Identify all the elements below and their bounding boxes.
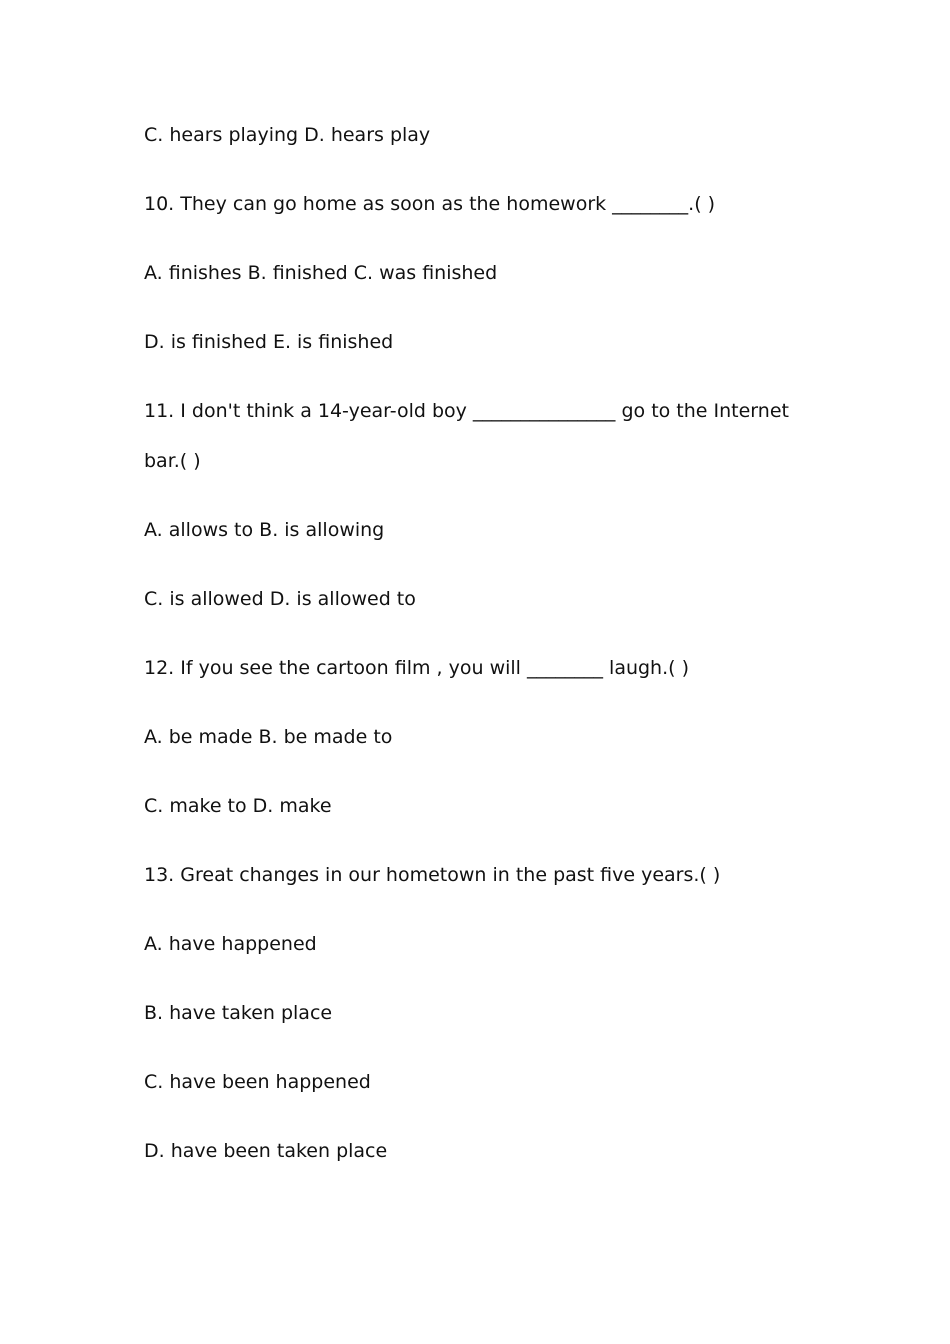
option-line-q11-ab: A. allows to B. is allowing (144, 519, 385, 541)
question-11-continued: bar.( ) (144, 450, 201, 472)
option-line-q10-de: D. is finished E. is finished (144, 331, 394, 353)
option-line-q12-ab: A. be made B. be made to (144, 726, 393, 748)
option-q13-a: A. have happened (144, 933, 317, 955)
question-13: 13. Great changes in our hometown in the past five years.( ) (144, 864, 721, 886)
option-line-q11-cd: C. is allowed D. is allowed to (144, 588, 416, 610)
question-12: 12. If you see the cartoon film , you will ________ laugh.( ) (144, 657, 690, 679)
question-10: 10. They can go home as soon as the homework ________.( ) (144, 193, 716, 215)
option-q13-d: D. have been taken place (144, 1140, 388, 1162)
option-q13-b: B. have taken place (144, 1002, 333, 1024)
option-line-q12-cd: C. make to D. make (144, 795, 332, 817)
option-line-q9-cd: C. hears playing D. hears play (144, 124, 431, 146)
option-line-q10-abc: A. finishes B. finished C. was finished (144, 262, 498, 284)
question-11: 11. I don't think a 14-year-old boy _______________ go to the Internet (144, 400, 789, 422)
option-q13-c: C. have been happened (144, 1071, 371, 1093)
